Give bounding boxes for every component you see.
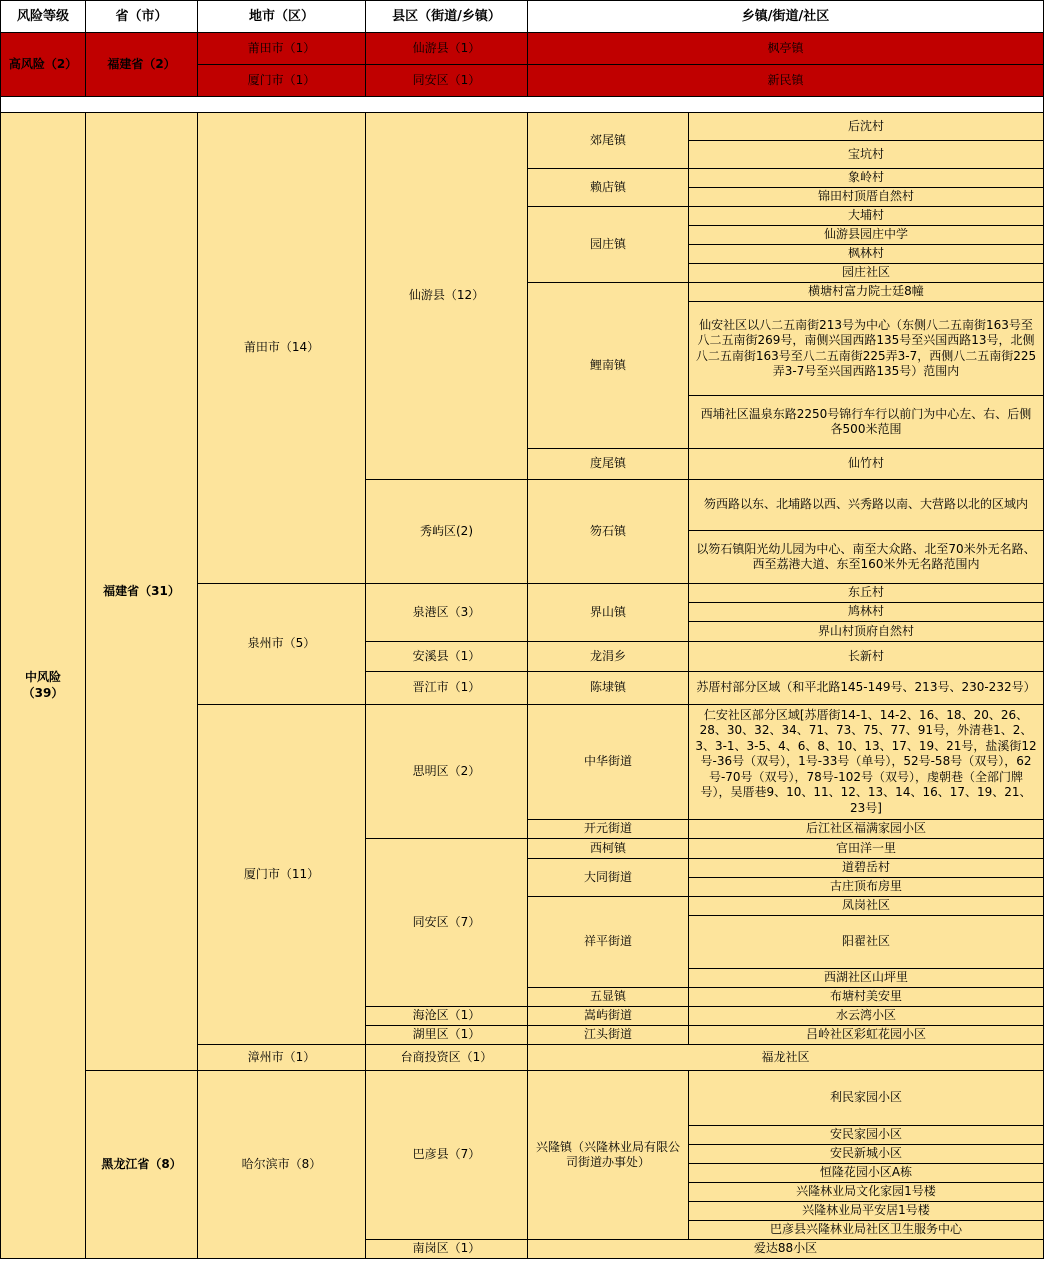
area-row: 以笏石镇阳光幼儿园为中心、南至大众路、北至70米外无名路、西至荔港大道、东至160米外无名路范围内 [689, 531, 1044, 584]
county-taishang: 台商投资区（1） [366, 1045, 528, 1071]
area-row: 锦田村顶厝自然村 [689, 188, 1044, 207]
town-linan: 鲤南镇 [528, 283, 689, 449]
area-row: 福龙社区 [528, 1045, 1044, 1071]
area-row: 后沈村 [689, 113, 1044, 141]
county-anxi: 安溪县（1） [366, 642, 528, 672]
county-haicang: 海沧区（1） [366, 1007, 528, 1026]
area-row: 大埔村 [689, 207, 1044, 226]
area-row: 兴隆林业局平安居1号楼 [689, 1202, 1044, 1221]
area-row: 象岭村 [689, 169, 1044, 188]
high-risk-town: 新民镇 [528, 65, 1044, 97]
area-row: 园庄社区 [689, 264, 1044, 283]
high-risk-province: 福建省（2） [86, 33, 198, 97]
town-datong: 大同街道 [528, 859, 689, 897]
area-row: 枫林村 [689, 245, 1044, 264]
area-row: 仙安社区以八二五南街213号为中心（东侧八二五南街163号至八二五南街269号，南侧兴国西路135号至兴国西路13号，北侧八二五南街163号至八二五南街225弄3-7，西侧八二五南街225弄3-7号至兴国西路135号）范围内 [689, 302, 1044, 396]
area-row: 道碧岳村 [689, 859, 1044, 878]
header-risk-level: 风险等级 [0, 0, 86, 33]
area-row: 官田洋一里 [689, 839, 1044, 859]
area-row: 利民家园小区 [689, 1071, 1044, 1126]
province-heilongjiang: 黑龙江省（8） [86, 1071, 198, 1259]
high-risk-county: 仙游县（1） [366, 33, 528, 65]
area-row: 安民家园小区 [689, 1126, 1044, 1145]
area-row: 吕岭社区彩虹花园小区 [689, 1026, 1044, 1045]
town-chendai: 陈埭镇 [528, 672, 689, 705]
city-zhangzhou: 漳州市（1） [198, 1045, 366, 1071]
county-tongan: 同安区（7） [366, 839, 528, 1007]
area-row: 横塘村富力院士廷8幢 [689, 283, 1044, 302]
high-risk-city: 莆田市（1） [198, 33, 366, 65]
header-province: 省（市） [86, 0, 198, 33]
area-row: 爱达88小区 [528, 1240, 1044, 1259]
area-row: 兴隆林业局文化家园1号楼 [689, 1183, 1044, 1202]
high-risk-city: 厦门市（1） [198, 65, 366, 97]
county-huli: 湖里区（1） [366, 1026, 528, 1045]
town-kaiyuan: 开元街道 [528, 820, 689, 839]
area-row: 恒隆花园小区A栋 [689, 1164, 1044, 1183]
area-row: 鸠林村 [689, 603, 1044, 622]
header-county: 县区（街道/乡镇） [366, 0, 528, 33]
spacer-row [0, 97, 1044, 113]
county-nangang: 南岗区（1） [366, 1240, 528, 1259]
town-songyu: 嵩屿街道 [528, 1007, 689, 1026]
county-jinjiang: 晋江市（1） [366, 672, 528, 705]
area-row: 阳翟社区 [689, 916, 1044, 969]
area-row: 水云湾小区 [689, 1007, 1044, 1026]
county-xiuyu: 秀屿区(2) [366, 480, 528, 584]
area-row: 西湖社区山坪里 [689, 969, 1044, 988]
area-row: 巴彦县兴隆林业局社区卫生服务中心 [689, 1221, 1044, 1240]
town-longjuan: 龙涓乡 [528, 642, 689, 672]
city-xiamen: 厦门市（11） [198, 705, 366, 1045]
area-row: 古庄顶布房里 [689, 878, 1044, 897]
area-row: 笏西路以东、北埔路以西、兴秀路以南、大营路以北的区域内 [689, 480, 1044, 531]
area-row: 后江社区福满家园小区 [689, 820, 1044, 839]
city-quanzhou: 泉州市（5） [198, 584, 366, 705]
town-duwei: 度尾镇 [528, 449, 689, 480]
town-xiangping: 祥平街道 [528, 897, 689, 988]
town-jiaowei: 郊尾镇 [528, 113, 689, 169]
header-town: 乡镇/街道/社区 [528, 0, 1044, 33]
area-row: 苏厝村部分区域（和平北路145-149号、213号、230-232号） [689, 672, 1044, 705]
area-row: 凤岗社区 [689, 897, 1044, 916]
town-wuxian: 五显镇 [528, 988, 689, 1007]
high-risk-county: 同安区（1） [366, 65, 528, 97]
town-zhonghua: 中华街道 [528, 705, 689, 820]
town-jiangtou: 江头街道 [528, 1026, 689, 1045]
area-row: 仁安社区部分区域[苏厝街14-1、14-2、16、18、20、26、28、30、32、34、71、73、75、77、91号，外清巷1、2、3、3-1、3-5、4、6、8、10、13、17、19、21号，盐溪街12号-36号（双号），1号-33号（单号），52号-58号（双号），62号-70号（双号），78号-102号（双号），虔朝巷（全部门牌号），吴厝巷9、10、11、12、13、14、16、17、19、21、23号] [689, 705, 1044, 820]
town-laidian: 赖店镇 [528, 169, 689, 207]
area-row: 东丘村 [689, 584, 1044, 603]
medium-risk-level: 中风险 （39） [0, 113, 86, 1259]
town-yuanzhuang: 园庄镇 [528, 207, 689, 283]
city-putian: 莆田市（14） [198, 113, 366, 584]
county-siming: 思明区（2） [366, 705, 528, 839]
header-city: 地市（区） [198, 0, 366, 33]
high-risk-town: 枫亭镇 [528, 33, 1044, 65]
area-row: 界山村顶府自然村 [689, 622, 1044, 642]
county-quangang: 泉港区（3） [366, 584, 528, 642]
county-xianyou: 仙游县（12） [366, 113, 528, 480]
high-risk-level: 高风险（2） [0, 33, 86, 97]
county-bayan: 巴彦县（7） [366, 1071, 528, 1240]
area-row: 安民新城小区 [689, 1145, 1044, 1164]
town-xinglong: 兴隆镇（兴隆林业局有限公司街道办事处） [528, 1071, 689, 1240]
town-hushi: 笏石镇 [528, 480, 689, 584]
area-row: 宝坑村 [689, 141, 1044, 169]
area-row: 仙竹村 [689, 449, 1044, 480]
area-row: 仙游县园庄中学 [689, 226, 1044, 245]
city-harbin: 哈尔滨市（8） [198, 1071, 366, 1259]
province-fujian: 福建省（31） [86, 113, 198, 1071]
area-row: 西埔社区温泉东路2250号锦行车行以前门为中心左、右、后侧各500米范围 [689, 396, 1044, 449]
area-row: 布塘村美安里 [689, 988, 1044, 1007]
town-jieshan: 界山镇 [528, 584, 689, 642]
area-row: 长新村 [689, 642, 1044, 672]
town-xike: 西柯镇 [528, 839, 689, 859]
